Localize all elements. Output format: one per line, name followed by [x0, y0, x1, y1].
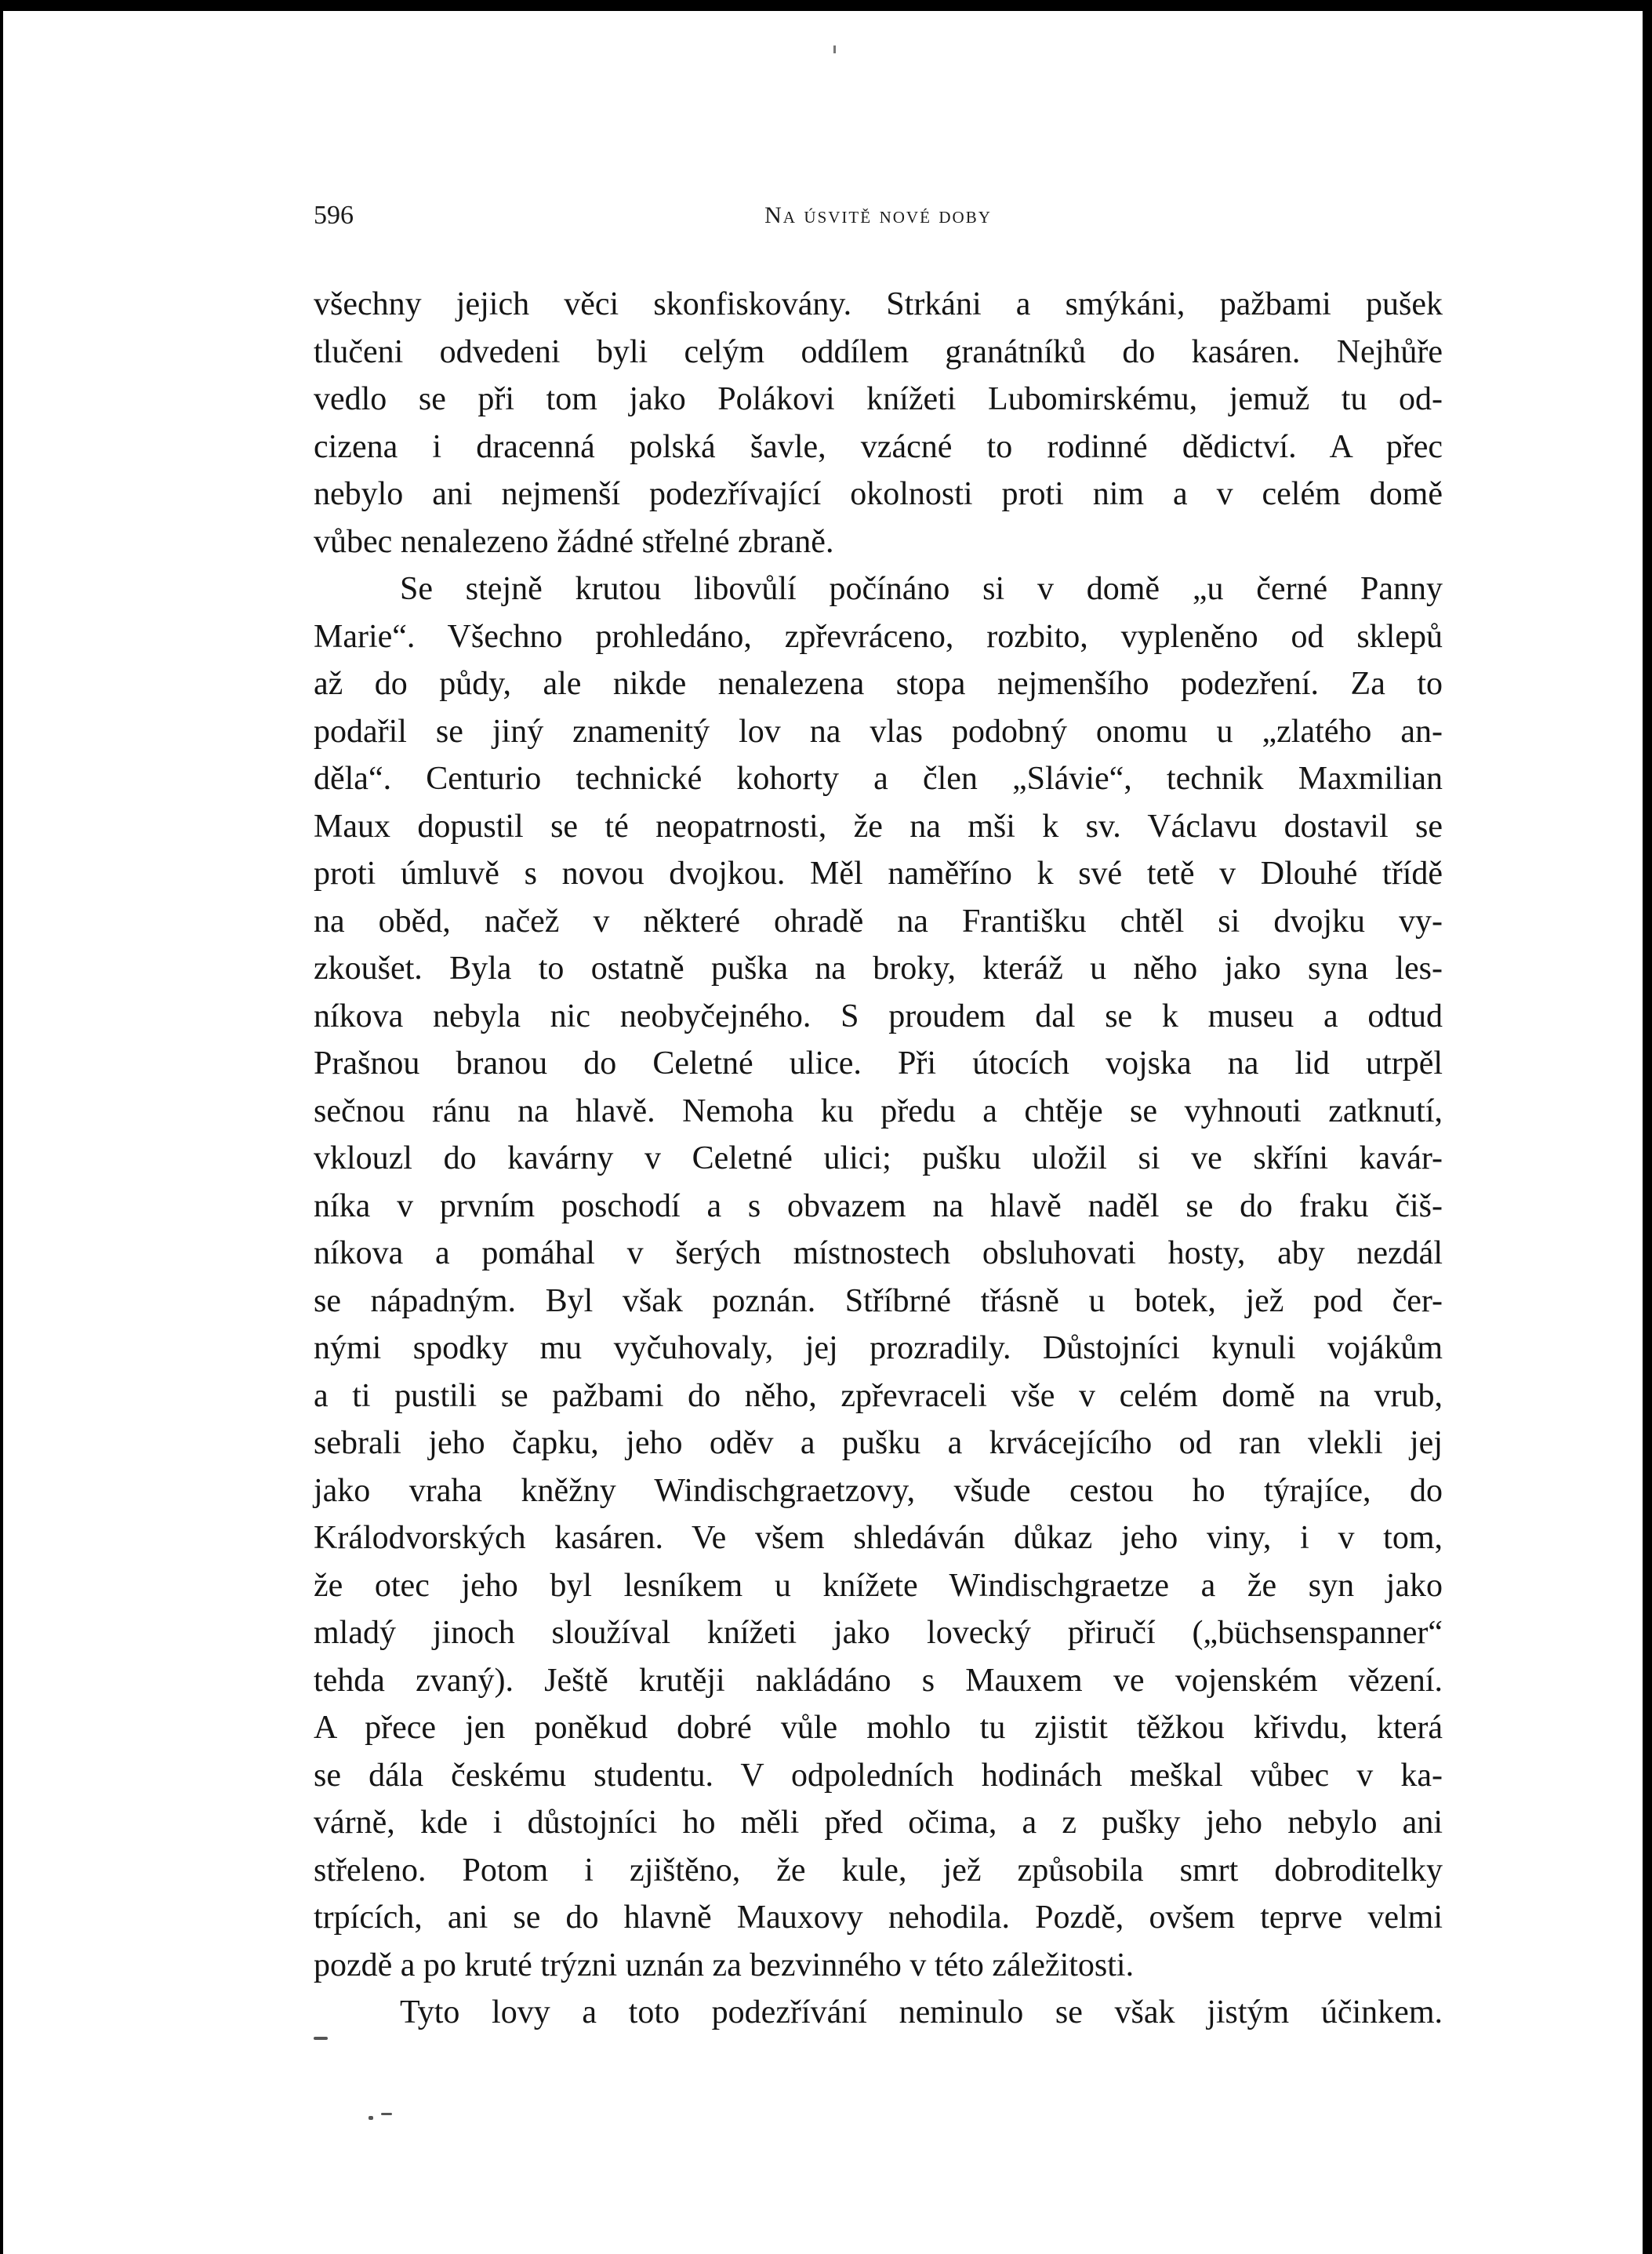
text-line: zkoušet. Byla to ostatně puška na broky, kteráž u něho jako syna les-: [314, 951, 1443, 987]
text-line: Se stejně krutou libovůlí počínáno si v domě „u černé Panny: [400, 571, 1443, 607]
text-line: nými spodky mu vyčuhovaly, jej prozradily. Důstojníci kynuli vojákům: [314, 1330, 1443, 1366]
text-line: vedlo se při tom jako Polákovi knížeti Lubomirskému, jemuž tu od-: [314, 381, 1443, 417]
text-line: várně, kde i důstojníci ho měli před očima, a z pušky jeho nebylo ani: [314, 1805, 1443, 1841]
text-line: sebrali jeho čapku, jeho oděv a pušku a krvácejícího od ran vlekli jej: [314, 1425, 1443, 1461]
text-line: střeleno. Potom i zjištěno, že kule, jež způsobila smrt dobroditelky: [314, 1852, 1443, 1889]
text-line: níkova nebyla nic neobyčejného. S proudem dal se k museu a odtud: [314, 998, 1443, 1034]
text-line: a ti pustili se pažbami do něho, zpřevraceli vše v celém domě na vrub,: [314, 1377, 1443, 1414]
paragraph: [314, 1989, 1443, 2037]
text-line: Prašnou branou do Celetné ulice. Při útocích vojska na lid utrpěl: [314, 1045, 1443, 1082]
scan-speck: [381, 2113, 392, 2115]
scan-speck: [369, 2116, 373, 2120]
text-line: tlučeni odvedeni byli celým oddílem granátníků do kasáren. Nejhůře: [314, 333, 1443, 370]
text-line: Maux dopustil se té neopatrnosti, že na mši k sv. Václavu dostavil se: [314, 808, 1443, 845]
scan-speck: [314, 2037, 328, 2040]
text-line: trpících, ani se do hlavně Mauxovy nehodila. Pozdě, ovšem teprve velmi: [314, 1900, 1443, 1936]
text-line: jako vraha kněžny Windischgraetzovy, všude cestou ho týrajíce, do: [314, 1472, 1443, 1509]
text-line: že otec jeho byl lesníkem u knížete Windischgraetze a že syn jako: [314, 1567, 1443, 1604]
paragraph: [314, 565, 1443, 1989]
text-line: nebylo ani nejmenší podezřívající okolnosti proti nim a v celém domě: [314, 476, 1443, 512]
running-title: Na úsvitě nové doby: [764, 202, 992, 228]
text-line: tehda zvaný). Ještě krutěji nakládáno s Mauxem ve vojenském vězení.: [314, 1662, 1443, 1699]
text-line: se dála českému studentu. V odpoledních hodinách meškal vůbec v ka-: [314, 1757, 1443, 1794]
text-line: mladý jinoch sloužíval knížeti jako lovecký přiručí („büchsenspanner“: [314, 1615, 1443, 1651]
text-line: vůbec nenalezeno žádné střelné zbraně.: [314, 523, 834, 560]
text-line: sečnou ránu na hlavě. Nemoha ku předu a chtěje se vyhnouti zatknutí,: [314, 1092, 1443, 1129]
scan-border-top: [0, 0, 1652, 11]
text-line: pozdě a po kruté trýzni uznán za bezvinného v této záležitosti.: [314, 1947, 1135, 1983]
text-line: až do půdy, ale nikde nenalezena stopa nejmenšího podezření. Za to: [314, 666, 1443, 702]
text-line: na oběd, načež v některé ohradě na Františku chtěl si dvojku vy-: [314, 903, 1443, 940]
body-text: [314, 281, 1443, 2037]
text-line: Králodvorských kasáren. Ve všem shledáván důkaz jeho viny, i v tom,: [314, 1520, 1443, 1556]
text-line: podařil se jiný znamenitý lov na vlas podobný onomu u „zlatého an-: [314, 713, 1443, 750]
page-header: [314, 196, 1443, 235]
scan-border-left: [0, 0, 3, 2254]
text-line: vklouzl do kavárny v Celetné ulici; pušku uložil si ve skříni kavár-: [314, 1140, 1443, 1176]
text-line: cizena i dracenná polská šavle, vzácné to rodinné dědictví. A přec: [314, 428, 1443, 465]
text-line: se nápadným. Byl však poznán. Stříbrné třásně u botek, jež pod čer-: [314, 1282, 1443, 1319]
scan-border-right: [1643, 0, 1652, 2254]
text-line: níkova a pomáhal v šerých místnostech obsluhovati hosty, aby nezdál: [314, 1235, 1443, 1271]
text-line: všechny jejich věci skonfiskovány. Strkáni a smýkáni, pažbami pušek: [314, 286, 1443, 322]
paragraph: [314, 281, 1443, 565]
scan-speck: [833, 45, 836, 53]
text-line: Tyto lovy a toto podezřívání neminulo se však jistým účinkem.: [400, 1994, 1443, 2030]
text-line: děla“. Centurio technické kohorty a člen „Slávie“, technik Maxmilian: [314, 761, 1443, 797]
text-line: A přece jen poněkud dobré vůle mohlo tu zjistit těžkou křivdu, která: [314, 1710, 1443, 1746]
text-line: níka v prvním poschodí a s obvazem na hlavě naděl se do fraku čiš-: [314, 1187, 1443, 1224]
page-number: 596: [314, 201, 354, 230]
text-line: proti úmluvě s novou dvojkou. Měl naměříno k své tetě v Dlouhé třídě: [314, 856, 1443, 892]
text-line: Marie“. Všechno prohledáno, zpřevráceno, rozbito, vypleněno od sklepů: [314, 618, 1443, 655]
